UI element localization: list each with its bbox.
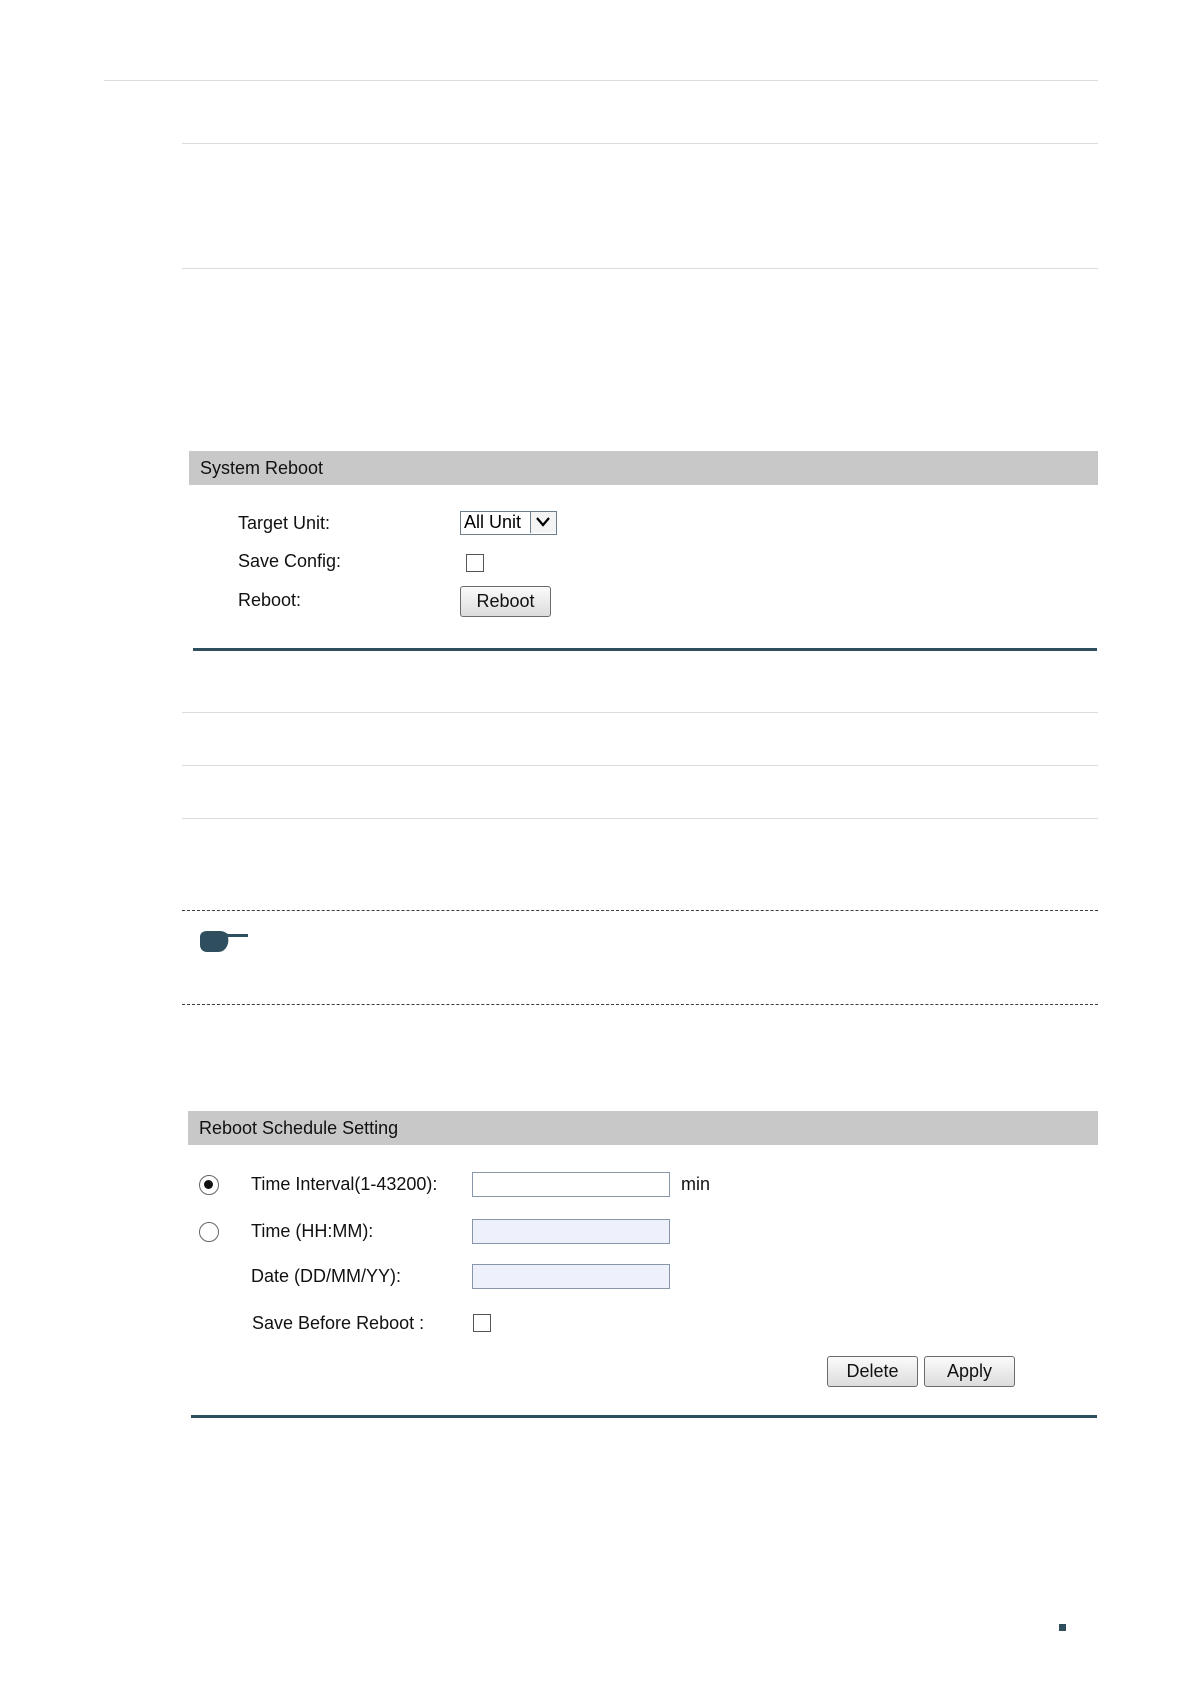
system-reboot-header — [189, 451, 1098, 485]
table-rule-2 — [182, 268, 1098, 269]
save-before-reboot-checkbox[interactable] — [473, 1314, 491, 1332]
table-rule-4 — [182, 765, 1098, 766]
apply-button[interactable]: Apply — [924, 1356, 1015, 1387]
table-rule-1 — [182, 143, 1098, 144]
header-rule — [104, 80, 1098, 81]
save-config-label: Save Config: — [238, 551, 342, 571]
table-rule-5 — [182, 818, 1098, 819]
system-reboot-title: System Reboot — [200, 458, 324, 478]
reboot-schedule-header — [188, 1111, 1098, 1145]
delete-button[interactable]: Delete — [827, 1356, 918, 1387]
reboot-schedule-title: Reboot Schedule Setting — [199, 1118, 399, 1138]
system-reboot-footer-rule — [193, 648, 1097, 651]
pointing-hand-icon — [198, 928, 250, 954]
time-interval-unit: min — [681, 1174, 711, 1194]
time-label: Time (HH:MM): — [251, 1221, 374, 1241]
save-before-reboot-label: Save Before Reboot : — [252, 1313, 425, 1333]
note-bottom-border — [182, 1004, 1098, 1005]
time-interval-label: Time Interval(1-43200): — [251, 1174, 438, 1194]
time-input[interactable] — [472, 1219, 670, 1244]
date-input[interactable] — [472, 1264, 670, 1289]
time-interval-radio[interactable] — [199, 1175, 219, 1195]
reboot-label: Reboot: — [238, 590, 302, 610]
target-unit-label: Target Unit: — [238, 513, 331, 533]
note-top-border — [182, 910, 1098, 911]
reboot-button[interactable]: Reboot — [460, 586, 551, 617]
page-marker — [1059, 1624, 1066, 1631]
time-interval-input[interactable] — [472, 1172, 670, 1197]
reboot-schedule-footer-rule — [191, 1415, 1097, 1418]
time-radio[interactable] — [199, 1222, 219, 1242]
target-unit-select[interactable] — [460, 511, 557, 535]
table-rule-3 — [182, 712, 1098, 713]
chevron-down-icon — [530, 512, 556, 533]
target-unit-value: All Unit — [464, 512, 522, 532]
save-config-checkbox[interactable] — [466, 554, 484, 572]
date-label: Date (DD/MM/YY): — [251, 1266, 402, 1286]
